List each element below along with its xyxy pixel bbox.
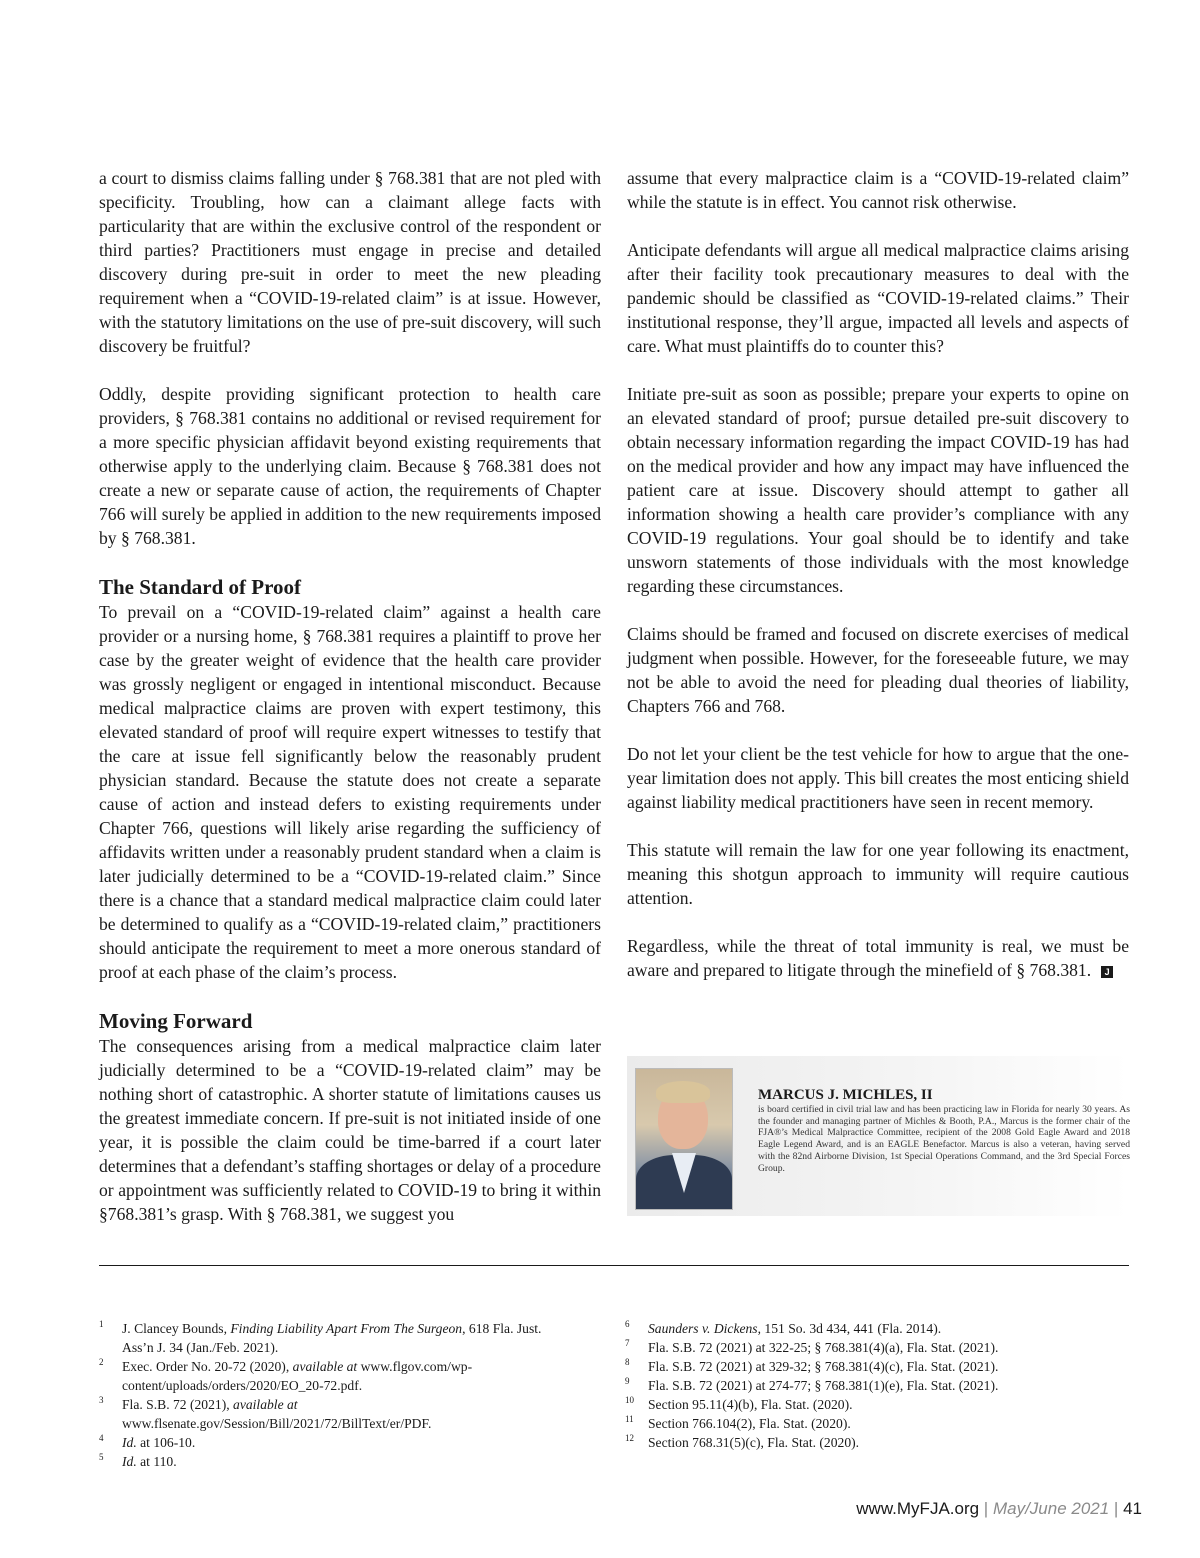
author-bio-text (758, 1086, 1130, 1174)
author-bio-box (627, 1056, 1129, 1216)
footnote-text: , 618 Fla. Just. Ass’n J. 34 (Jan./Feb. 2021). (122, 1321, 542, 1355)
footnote (625, 1414, 1095, 1433)
footnote-number: 7 (625, 1338, 630, 1348)
paragraph: a court to dismiss claims falling under § 768.381 that are not pled with specificity. Troubling, how can a claimant allege facts with particularity that are within the exclusive control of the respondent or third parties? Practitioners must engage in precise and detailed discovery during pre-suit in order to meet the new pleading requirement when a “COVID-19-related claim” is at issue. However, with the statutory limitations on the use of pre-suit discovery, will such discovery be fruitful? (99, 168, 601, 356)
footnote-text: Fla. S.B. 72 (2021) at 329-32; § 768.381(4)(c), Fla. Stat. (2021). (648, 1359, 999, 1374)
footnote-text: Section 766.104(2), Fla. Stat. (2020). (648, 1416, 851, 1431)
footer-site: www.MyFJA.org (856, 1499, 980, 1518)
footnote-text: available at (292, 1359, 358, 1374)
paragraph: To prevail on a “COVID-19-related claim” against a health care provider or a nursing home, § 768.381 requires a plaintiff to prove her case by the greater weight of evidence that the health care provider was grossly negligent or engaged in intentional misconduct. Because medical malpractice claims are proven with expert testimony, this elevated standard of proof will require expert witnesses to testify that the care at issue fell significantly below the reasonably prudent physician standard. Because the statute does not create a separate cause of action and instead defers to existing requirements under Chapter 766, questions will likely arise regarding the sufficiency of affidavits written under a reasonably prudent standard when a claim is later judicially determined to be a “COVID-19-related claim.” Since there is a chance that a standard medical malpractice claim could later be determined to qualify as a “COVID-19-related claim,” practitioners should anticipate the requirement to meet a more onerous standard of proof at each phase of the claim’s process. (99, 602, 601, 982)
footnote-number: 4 (99, 1433, 104, 1443)
footnote-text: at 110. (136, 1454, 177, 1469)
footnote (625, 1376, 1095, 1395)
footnote-text: Finding Liability Apart From The Surgeon (230, 1321, 463, 1336)
footnote (625, 1338, 1095, 1357)
footnote (99, 1319, 569, 1357)
footnote-number: 2 (99, 1357, 104, 1367)
footnote-number: 10 (625, 1395, 634, 1405)
footnote-number: 5 (99, 1452, 104, 1462)
footnote-divider (99, 1265, 1129, 1266)
footnote (99, 1452, 569, 1471)
page-number: 41 (1123, 1499, 1142, 1518)
footnote-number: 11 (625, 1414, 634, 1424)
section-heading-standard-of-proof: The Standard of Proof (99, 575, 302, 599)
footer-issue: May/June 2021 (992, 1499, 1110, 1518)
right-column (627, 166, 1129, 982)
footnote-number: 1 (99, 1319, 104, 1329)
photo-hair (656, 1081, 710, 1103)
paragraph-text: Regardless, while the threat of total immunity is real, we must be aware and prepared to litigate through the minefield of § 768.381. (627, 936, 1129, 980)
footnote-number: 12 (625, 1433, 634, 1443)
footer-separator: | (1109, 1499, 1124, 1518)
footnote-number: 8 (625, 1357, 630, 1367)
footnote-text: , 151 So. 3d 434, 441 (Fla. 2014). (757, 1321, 942, 1336)
author-photo (635, 1068, 733, 1210)
paragraph: assume that every malpractice claim is a “COVID-19-related claim” while the statute is in effect. You cannot risk otherwise. (627, 168, 1129, 212)
footnote-number: 3 (99, 1395, 104, 1405)
paragraph-final (627, 934, 1129, 982)
footnote-number: 9 (625, 1376, 630, 1386)
footnote-text: Fla. S.B. 72 (2021) at 322-25; § 768.381(4)(a), Fla. Stat. (2021). (648, 1340, 999, 1355)
footnote-text: Id. (122, 1435, 137, 1450)
author-description: is board certified in civil trial law and has been practicing law in Florida for nearly 30 years. As the founder and managing partner of Michles & Booth, P.A., Marcus is the former chair of the FJA®’s Medical Malpractice Committee, recipient of the 2008 Gold Eagle Award and 2018 Eagle Legend Award, and is an EAGLE Benefactor. Marcus is also a veteran, having served with the 82nd Airborne Division, 1st Special Operations Command, and the 3rd Special Forces Group. (758, 1104, 1130, 1174)
footnote-text: Section 768.31(5)(c), Fla. Stat. (2020). (648, 1435, 860, 1450)
paragraph: Anticipate defendants will argue all medical malpractice claims arising after their facility took precautionary measures to deal with the pandemic should be classified as “COVID-19-related claims.” Their institutional response, they’ll argue, impacted all levels and aspects of care. What must plaintiffs do to counter this? (627, 240, 1129, 356)
footnote (625, 1319, 1095, 1338)
footer-separator: | (979, 1499, 993, 1518)
paragraph: Do not let your client be the test vehicle for how to argue that the one-year limitation does not apply. This bill creates the most enticing shield against liability medical practitioners have seen in recent memory. (627, 744, 1129, 812)
footnote (625, 1395, 1095, 1414)
footnote-text: Exec. Order No. 20-72 (2020), (122, 1359, 293, 1374)
footnote-text: Fla. S.B. 72 (2021), (122, 1397, 234, 1412)
footnote (625, 1433, 1095, 1452)
section-heading-moving-forward: Moving Forward (99, 1009, 253, 1033)
author-name: MARCUS J. MICHLES, II (758, 1087, 933, 1103)
footnote-text: available at (233, 1397, 298, 1412)
paragraph: Oddly, despite providing significant protection to health care providers, § 768.381 contains no additional or revised requirement for a more specific physician affidavit beyond existing requirements that otherwise apply to the underlying claim. Because § 768.381 does not create a new or separate cause of action, the requirements of Chapter 766 will surely be applied in addition to the new requirements imposed by § 768.381. (99, 384, 601, 548)
footnote-text: Fla. S.B. 72 (2021) at 274-77; § 768.381(1)(e), Fla. Stat. (2021). (648, 1378, 999, 1393)
footnotes-left (99, 1319, 569, 1471)
footnote (99, 1395, 569, 1433)
footnote (99, 1433, 569, 1452)
end-mark-icon: J (1101, 966, 1113, 978)
footnote-text: at 106-10. (136, 1435, 196, 1450)
page-footer (856, 1499, 1142, 1519)
footnotes-right (625, 1319, 1095, 1452)
footnote (625, 1357, 1095, 1376)
paragraph: Claims should be framed and focused on discrete exercises of medical judgment when possible. However, for the foreseeable future, we may not be able to avoid the need for pleading dual theories of liability, Chapters 766 and 768. (627, 624, 1129, 716)
left-column (99, 166, 601, 1226)
footnote-text: Saunders v. Dickens (648, 1321, 758, 1336)
footnote-text: Id. (122, 1454, 137, 1469)
footnote-text: Section 95.11(4)(b), Fla. Stat. (2020). (648, 1397, 853, 1412)
footnote-text: www.flsenate.gov/Session/Bill/2021/72/BillText/er/PDF. (122, 1416, 432, 1431)
footnote-text: J. Clancey Bounds, (122, 1321, 231, 1336)
paragraph: The consequences arising from a medical malpractice claim later judicially determined to be a “COVID-19-related claim” may be nothing short of catastrophic. A shorter statute of limitations causes us the greatest immediate concern. If pre-suit is not initiated inside of one year, it is possible the claim could be time-barred if a court later determines that a defendant’s staffing shortages or delay of a procedure or appointment was sufficiently related to COVID-19 to bring it within §768.381’s grasp. With § 768.381, we suggest you (99, 1036, 601, 1224)
footnote-text: www.flgov.com/wp-content/uploads/orders/2020/EO_20-72.pdf. (122, 1359, 473, 1393)
paragraph: Initiate pre-suit as soon as possible; prepare your experts to opine on an elevated standard of proof; pursue detailed pre-suit discovery to obtain necessary information regarding the impact COVID-19 has had on the medical provider and how any impact may have influenced the patient care at issue. Discovery should attempt to gather all information showing a health care provider’s compliance with any COVID-19 regulations. Your goal should be to identify and take unsworn statements of those individuals with the most knowledge regarding these circumstances. (627, 384, 1129, 596)
footnote-number: 6 (625, 1319, 630, 1329)
footnote (99, 1357, 569, 1395)
paragraph: This statute will remain the law for one year following its enactment, meaning this shotgun approach to immunity will require cautious attention. (627, 840, 1129, 908)
